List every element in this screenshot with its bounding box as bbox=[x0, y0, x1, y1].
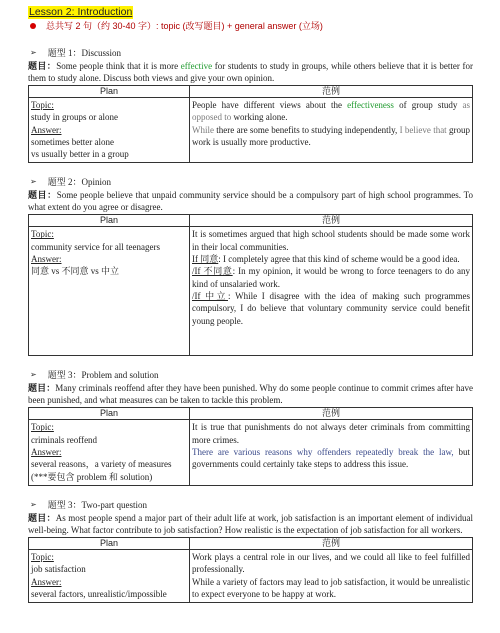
section-two-part-question bbox=[28, 499, 473, 603]
section-heading: ➢ 题型 2：Opinion bbox=[30, 177, 111, 188]
example-cell: It is sometimes argued that high school students should be made some work in their local communities. If 同意: I completely agree that this kind of scheme would be a good idea. /If 不同意: In my opinion, it would be wrong to force teenagers to do any kind of unsalaried work. /If 中立: While I disagree with the idea of making such programmes compulsory, I do believe that voluntary community service could benefit young people. bbox=[190, 227, 473, 356]
table-row bbox=[29, 227, 473, 356]
example-header: 范例 bbox=[190, 408, 473, 420]
lesson-title: Lesson 2: Introduction bbox=[29, 6, 133, 18]
section-problem-solution bbox=[28, 369, 473, 485]
arrow-bullet-icon: ➢ bbox=[30, 499, 37, 509]
table-header-row bbox=[29, 86, 473, 98]
plan-header: Plan bbox=[29, 408, 190, 420]
section-heading: ➢ 题型 3：Two-part question bbox=[30, 499, 148, 510]
writing-rule bbox=[30, 20, 473, 32]
example-header: 范例 bbox=[190, 86, 473, 98]
section-opinion bbox=[28, 176, 473, 356]
question-prompt: 题目：As most people spend a major part of their adult life at work, job satisfaction is an important element of individual well-being. What factor contribute to job satisfaction? How realistic is the expectation of job satisfaction for all workers. bbox=[28, 512, 473, 535]
question-prompt: 题目：Some people believe that unpaid community service should be a compulsory part of high school programmes. To what extent do you agree or disagree. bbox=[28, 190, 473, 213]
example-cell: Work plays a central role in our lives, and we could all like to feel fulfilled professionally. While a variety of factors may lead to job satisfaction, it would be unrealistic to expect everyone to be happy at work. bbox=[190, 549, 473, 602]
plan-example-table bbox=[28, 85, 473, 163]
plan-example-table bbox=[28, 537, 473, 603]
bullet-dot-icon bbox=[30, 23, 36, 29]
arrow-bullet-icon: ➢ bbox=[30, 48, 37, 57]
question-prompt: 题目：Some people think that it is more effective for students to study in groups, while others believe that it is better for them to study alone. Discuss both views and give your own opinion. bbox=[28, 61, 473, 83]
plan-header: Plan bbox=[29, 86, 190, 98]
section-heading: ➢ 题型 3：Problem and solution bbox=[30, 370, 159, 381]
table-row bbox=[29, 98, 473, 163]
question-prompt: 题目：Many criminals reoffend after they have been punished. Why do some people continue to commit crimes after have been punished, and what measures can be taken to tackle this problem. bbox=[28, 383, 473, 406]
example-header: 范例 bbox=[190, 537, 473, 549]
arrow-bullet-icon: ➢ bbox=[30, 177, 37, 187]
plan-example-table bbox=[28, 214, 473, 356]
arrow-bullet-icon: ➢ bbox=[30, 370, 37, 380]
plan-header: Plan bbox=[29, 215, 190, 227]
table-header-row bbox=[29, 408, 473, 420]
plan-cell: Topic: study in groups or alone Answer: sometimes better alone vs usually better in a group bbox=[29, 98, 190, 163]
table-header-row bbox=[29, 215, 473, 227]
plan-example-table bbox=[28, 407, 473, 485]
plan-cell: Topic: community service for all teenagers Answer: 同意 vs 不同意 vs 中立 bbox=[29, 227, 190, 356]
plan-cell: Topic: job satisfaction Answer: several factors, unrealistic/impossible bbox=[29, 549, 190, 602]
table-row bbox=[29, 549, 473, 602]
example-cell: People have different views about the effectiveness of group study as opposed to working alone. While there are some benefits to studying independently, I believe that group work is usually more productive. bbox=[190, 98, 473, 163]
section-discussion bbox=[28, 47, 473, 163]
table-row bbox=[29, 420, 473, 485]
section-heading: ➢ 题型 1：Discussion bbox=[30, 48, 121, 58]
plan-header: Plan bbox=[29, 537, 190, 549]
example-header: 范例 bbox=[190, 215, 473, 227]
plan-cell: Topic: criminals reoffend Answer: several reasons，a variety of measures (***要包含 problem 和 solution) bbox=[29, 420, 190, 485]
writing-rule-text: 总共写 2 句（约 30-40 字）: topic (改写题目) + general answer (立场) bbox=[46, 21, 323, 31]
example-cell: It is true that punishments do not always deter criminals from committing more crimes. There are various reasons why offenders repeatedly break the law, but governments could certainly take steps to address this issue. bbox=[190, 420, 473, 485]
table-header-row bbox=[29, 537, 473, 549]
